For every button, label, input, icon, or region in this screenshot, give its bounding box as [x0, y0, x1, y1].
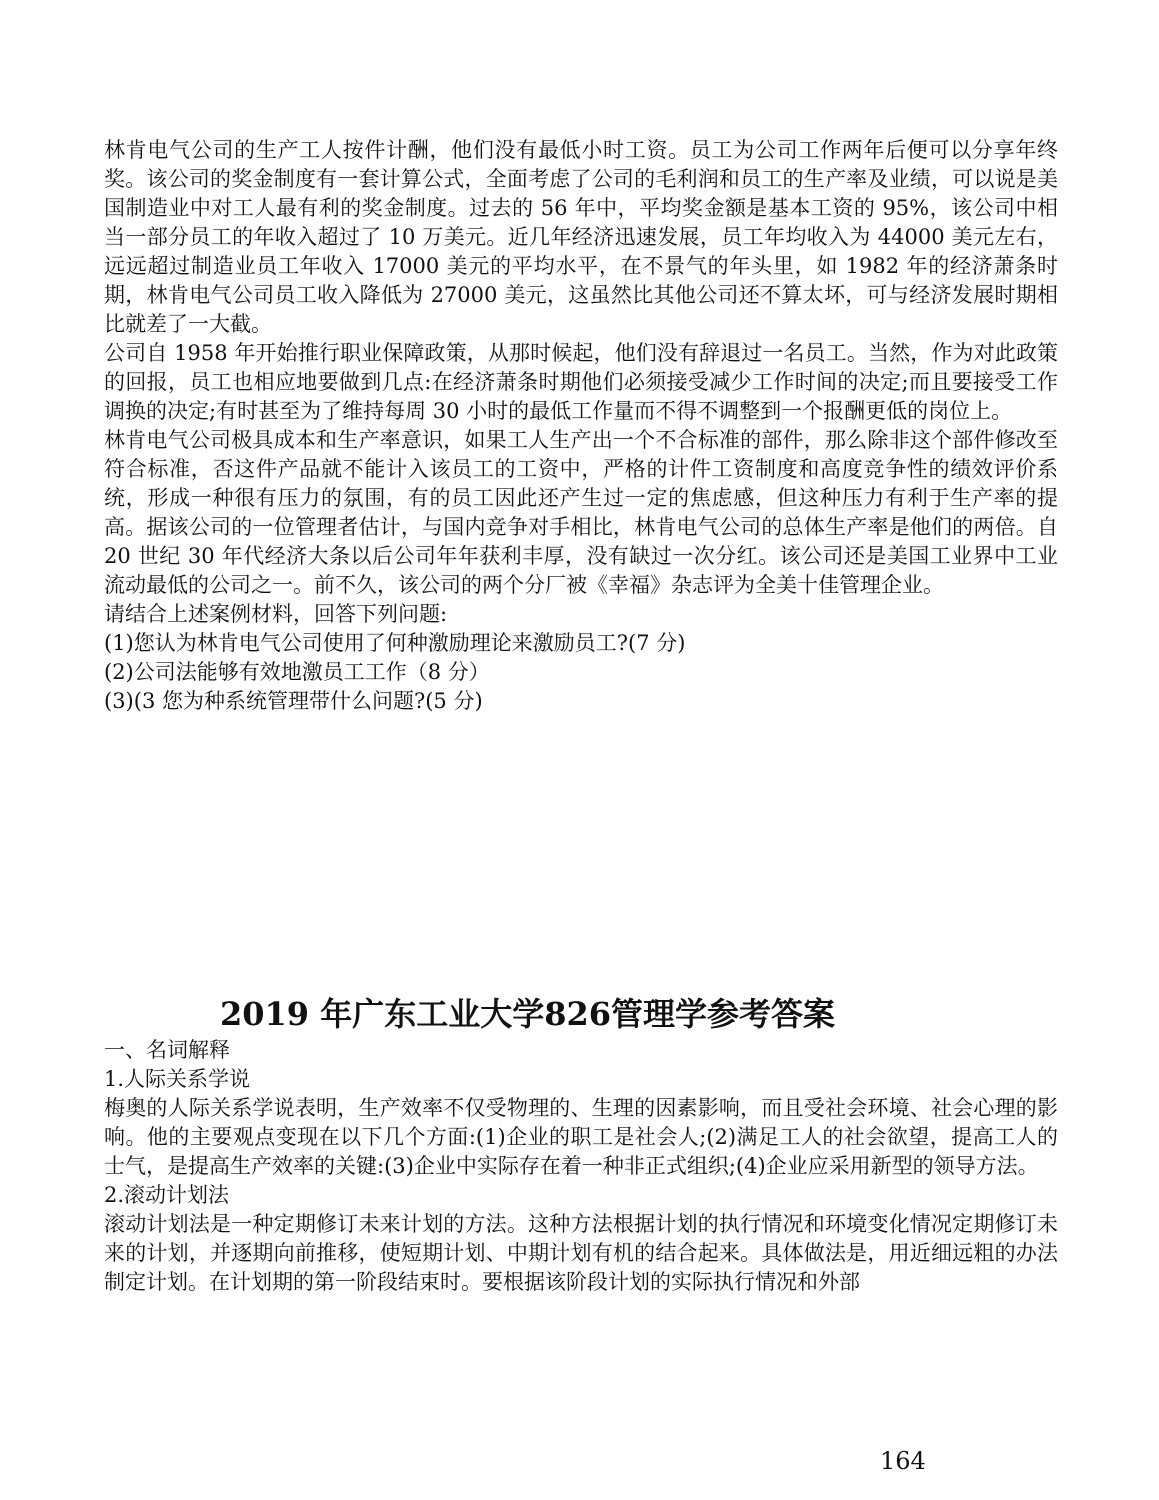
term-2-definition: 滚动计划法是一种定期修订未来计划的方法。这种方法根据计划的执行情况和环境变化情况定期修订未来的计划，并逐期向前推移，使短期计划、中期计划有机的结合起来。具体做法是，用近细远粗的办法制定计划。在计划期的第一阶段结束时。要根据该阶段计划的实际执行情况和外部 [104, 1212, 1058, 1294]
answers-title: 2019 年广东工业大学826管理学参考答案 [220, 995, 836, 1033]
answers-section [104, 992, 1058, 1297]
section-label: 一、名词解释 [104, 1038, 230, 1062]
question-1: (1)您认为林肯电气公司使用了何种激励理论来激励员工?(7 分) [104, 631, 686, 655]
term-1-title: 1.人际关系学说 [104, 1067, 251, 1091]
case-paragraph-3: 林肯电气公司极具成本和生产率意识，如果工人生产出一个不合标准的部件，那么除非这个部件修改至符合标准，否这件产品就不能计入该员工的工资中，严格的计件工资制度和高度竞争性的绩效评价系统，形成一种很有压力的氛围，有的员工因此还产生过一定的焦虑感，但这种压力有利于生产率的提高。据该公司的一位管理者估计，与国内竞争对手相比，林肯电气公司的总体生产率是他们的两倍。自 20 世纪 30 年代经济大条以后公司年年获利丰厚，没有缺过一次分红。该公司还是美国工业界中工业流动最低的公司之一。前不久，该公司的两个分厂被《幸福》杂志评为全美十佳管理企业。 [104, 428, 1058, 597]
term-1-definition: 梅奥的人际关系学说表明，生产效率不仅受物理的、生理的因素影响，而且受社会环境、社会心理的影响。他的主要观点变现在以下几个方面:(1)企业的职工是社会人;(2)满足工人的社会欲望，提高工人的士气，是提高生产效率的关键:(3)企业中实际存在着一种非正式组织;(4)企业应采用新型的领导方法。 [104, 1096, 1058, 1178]
case-study-section [104, 136, 1058, 716]
term-2-title: 2.滚动计划法 [104, 1183, 230, 1207]
question-prompt: 请结合上述案例材料，回答下列问题: [104, 602, 448, 626]
case-paragraph-2: 公司自 1958 年开始推行职业保障政策，从那时候起，他们没有辞退过一名员工。当然，作为对此政策的回报，员工也相应地要做到几点:在经济萧条时期他们必须接受减少工作时间的决定;而且要接受工作调换的决定;有时甚至为了维持每周 30 小时的最低工作量而不得不调整到一个报酬更低的岗位上。 [104, 341, 1058, 423]
question-2: (2)公司法能够有效地激员工工作（8 分） [104, 660, 490, 684]
page-number: 164 [880, 1447, 926, 1475]
case-paragraph-1: 林肯电气公司的生产工人按件计酬，他们没有最低小时工资。员工为公司工作两年后便可以分享年终奖。该公司的奖金制度有一套计算公式，全面考虑了公司的毛利润和员工的生产率及业绩，可以说是美国制造业中对工人最有利的奖金制度。过去的 56 年中，平均奖金额是基本工资的 95%，该公司中相当一部分员工的年收入超过了 10 万美元。近几年经济迅速发展，员工年均收入为 44000 美元左右，远远超过制造业员工年收入 17000 美元的平均水平，在不景气的年头里，如 1982 年的经济萧条时期，林肯电气公司员工收入降低为 27000 美元，这虽然比其他公司还不算太坏，可与经济发展时期相比就差了一大截。 [104, 138, 1058, 336]
question-3: (3)(3 您为种系统管理带什么问题?(5 分) [104, 689, 483, 713]
document-page [104, 0, 1058, 1500]
